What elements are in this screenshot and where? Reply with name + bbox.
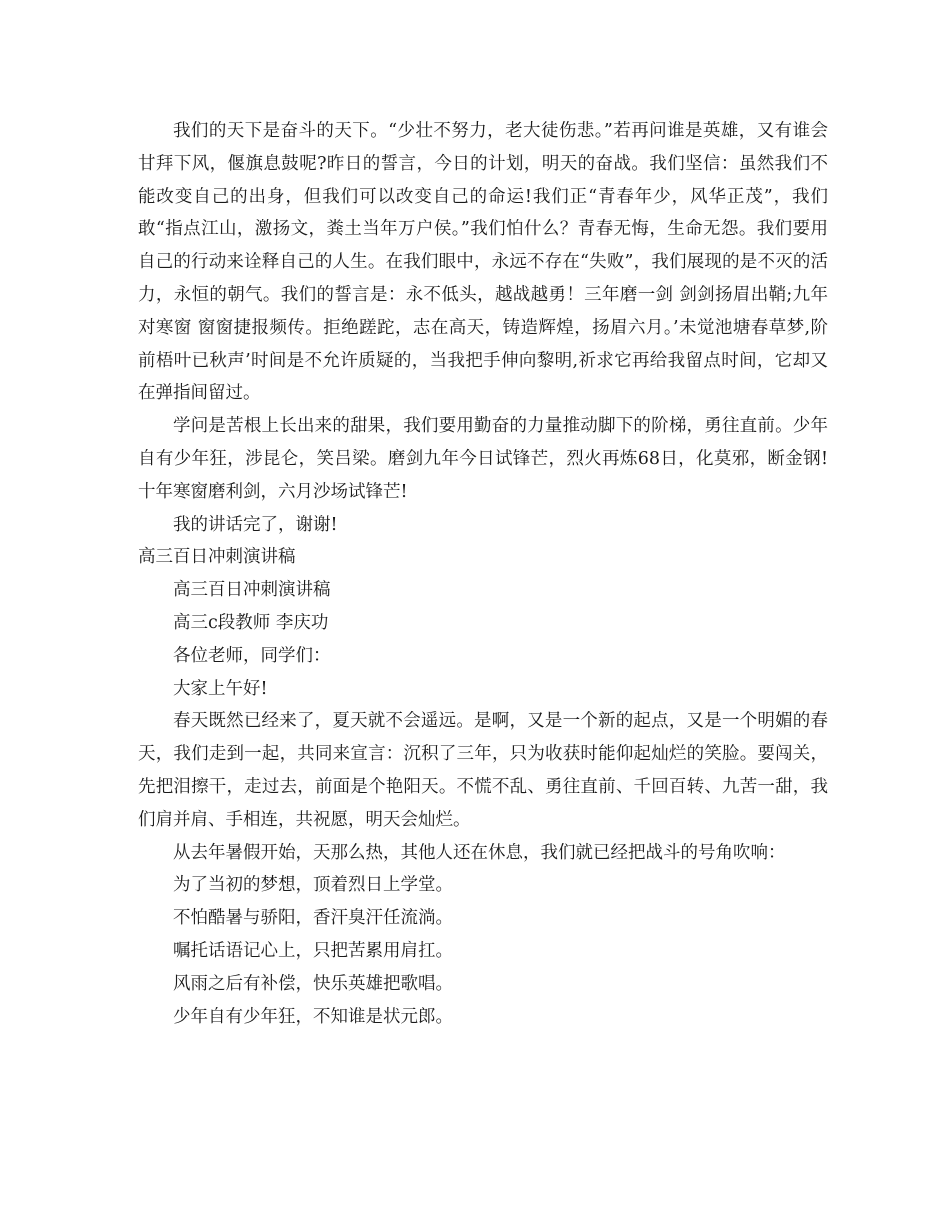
speech-greeting: 大家上午好! xyxy=(173,678,268,699)
speech-author: 高三c段教师 李庆功 xyxy=(173,612,329,633)
poem-line: 少年自有少年狂，不知谁是状元郎。 xyxy=(173,1006,453,1027)
paragraph-summer: 从去年暑假开始，天那么热，其他人还在休息，我们就已经把战斗的号角吹响： xyxy=(173,842,786,863)
paragraph-spring: 春天既然已经来了，夏天就不会遥远。是啊，又是一个新的起点，又是一个明媚的春天，我们走到一起，共同来宣言：沉积了三年，只为收获时能仰起灿烂的笑脸。要闯关，先把泪擦干，走过去，前面是个艳阳天。不慌不乱、勇往直前、千回百转、九苦一甜，我们肩并肩、手相连，共祝愿，明天会灿烂。 xyxy=(138,711,828,830)
poem-line: 不怕酷暑与骄阳，香汗臭汗任流淌。 xyxy=(173,908,453,929)
paragraph-learning: 学问是苦根上长出来的甜果，我们要用勤奋的力量推动脚下的阶梯，勇往直前。少年自有少年狂，涉昆仑，笑吕梁。磨剑九年今日试锋芒，烈火再炼68日，化莫邪，断金钢!十年寒窗磨利剑，六月沙场试锋芒! xyxy=(138,416,828,502)
document-body xyxy=(138,115,828,1033)
poem-line: 嘱托话语记心上，只把苦累用肩扛。 xyxy=(173,940,453,961)
paragraph-oath: 我们的天下是奋斗的天下。“少壮不努力，老大徒伤悲。”若再问谁是英雄，又有谁会甘拜下风，偃旗息鼓呢?昨日的誓言，今日的计划，明天的奋战。我们坚信：虽然我们不能改变自己的出身，但我们可以改变自己的命运!我们正“青春年少，风华正茂”，我们敢“指点江山，激扬文，粪土当年万户侯。”我们怕什么？青春无悔，生命无怨。我们要用自己的行动来诠释自己的人生。在我们眼中，永远不存在“失败”，我们展现的是不灭的活力，永恒的朝气。我们的誓言是：永不低头，越战越勇！三年磨一剑 剑剑扬眉出鞘;九年对寒窗 窗窗捷报频传。拒绝蹉跎，志在高天，铸造辉煌，扬眉六月。’未觉池塘春草梦,阶前梧叶已秋声’时间是不允许质疑的，当我把手伸向黎明,祈求它再给我留点时间，它却又在弹指间留过。 xyxy=(138,121,828,404)
section-title: 高三百日冲刺演讲稿 xyxy=(138,547,296,568)
poem-line: 为了当初的梦想，顶着烈日上学堂。 xyxy=(173,875,453,896)
poem-line: 风雨之后有补偿，快乐英雄把歌唱。 xyxy=(173,973,453,994)
paragraph-closing: 我的讲话完了，谢谢! xyxy=(173,514,338,535)
speech-title: 高三百日冲刺演讲稿 xyxy=(173,580,331,601)
speech-salutation: 各位老师，同学们： xyxy=(173,645,331,666)
